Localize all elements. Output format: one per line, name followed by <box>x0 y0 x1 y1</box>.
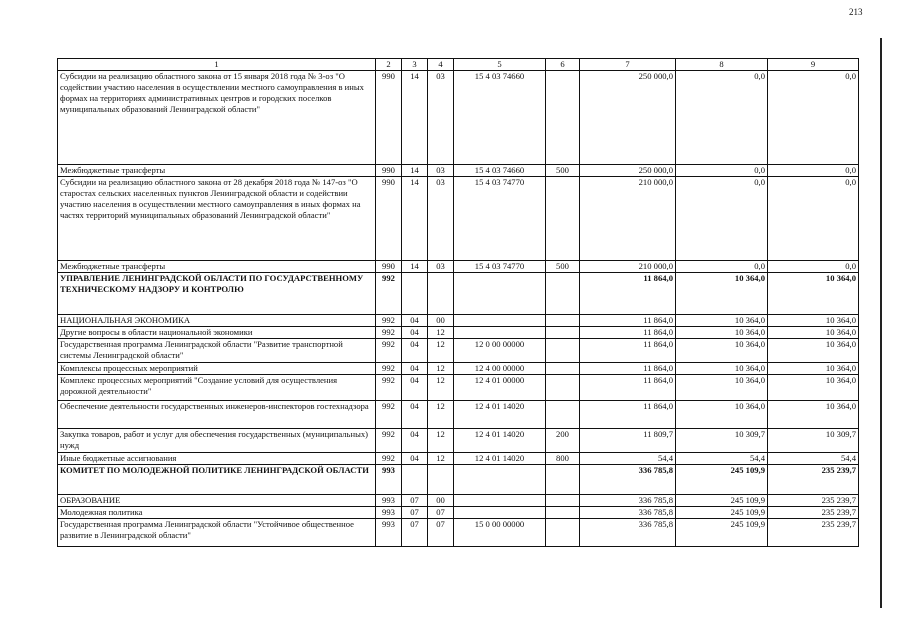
amount-year-3-cell: 10 364,0 <box>768 401 859 429</box>
amount-year-3-cell: 235 239,7 <box>768 507 859 519</box>
section-code-cell: 14 <box>402 71 428 165</box>
section-code-cell: 04 <box>402 339 428 363</box>
amount-year-1-cell: 11 864,0 <box>580 363 676 375</box>
item-name-cell: Субсидии на реализацию областного закона от 15 января 2018 года № 3-оз "О содействии участию населения в осуществлении местного самоуправления в иных формах на территориях административных центров и городских поселков муниципальных образований Ленинградской области" <box>58 71 376 165</box>
target-article-cell: 15 4 03 74660 <box>454 165 546 177</box>
expense-type-cell: 500 <box>546 261 580 273</box>
grbs-code-cell: 992 <box>376 401 402 429</box>
amount-year-2-cell: 10 364,0 <box>676 375 768 401</box>
subsection-code-cell: 03 <box>428 261 454 273</box>
section-code-cell: 14 <box>402 177 428 261</box>
table-row <box>58 375 859 401</box>
section-code-cell: 04 <box>402 429 428 453</box>
section-code-cell: 14 <box>402 261 428 273</box>
target-article-cell: 15 4 03 74770 <box>454 261 546 273</box>
table-row <box>58 177 859 261</box>
amount-year-3-cell: 10 364,0 <box>768 273 859 315</box>
expense-type-cell: 200 <box>546 429 580 453</box>
amount-year-2-cell: 10 364,0 <box>676 315 768 327</box>
table-body <box>58 71 859 547</box>
amount-year-3-cell: 235 239,7 <box>768 465 859 495</box>
subsection-code-cell: 03 <box>428 165 454 177</box>
amount-year-1-cell: 11 864,0 <box>580 327 676 339</box>
amount-year-3-cell: 0,0 <box>768 261 859 273</box>
subsection-code-cell: 12 <box>428 375 454 401</box>
grbs-code-cell: 992 <box>376 273 402 315</box>
grbs-code-cell: 992 <box>376 375 402 401</box>
subsection-code-cell: 07 <box>428 507 454 519</box>
amount-year-2-cell: 0,0 <box>676 71 768 165</box>
amount-year-1-cell: 336 785,8 <box>580 465 676 495</box>
amount-year-1-cell: 250 000,0 <box>580 71 676 165</box>
table-row <box>58 339 859 363</box>
subsection-code-cell: 12 <box>428 339 454 363</box>
subsection-code-cell <box>428 273 454 315</box>
amount-year-3-cell: 10 309,7 <box>768 429 859 453</box>
amount-year-2-cell: 10 364,0 <box>676 339 768 363</box>
item-name-cell: ОБРАЗОВАНИЕ <box>58 495 376 507</box>
item-name-cell: Комплексы процессных мероприятий <box>58 363 376 375</box>
item-name-cell: Государственная программа Ленинградской области "Развитие транспортной системы Ленинградской области" <box>58 339 376 363</box>
expense-type-cell <box>546 273 580 315</box>
section-code-cell: 07 <box>402 507 428 519</box>
amount-year-1-cell: 11 864,0 <box>580 273 676 315</box>
grbs-code-cell: 992 <box>376 363 402 375</box>
subsection-code-cell: 12 <box>428 401 454 429</box>
item-name-cell: Обеспечение деятельности государственных инженеров-инспекторов гостехнадзора <box>58 401 376 429</box>
grbs-code-cell: 993 <box>376 465 402 495</box>
header-cell: 6 <box>546 59 580 71</box>
target-article-cell: 15 4 03 74770 <box>454 177 546 261</box>
table-row <box>58 273 859 315</box>
subsection-code-cell: 03 <box>428 177 454 261</box>
target-article-cell: 12 4 01 14020 <box>454 453 546 465</box>
grbs-code-cell: 990 <box>376 165 402 177</box>
expense-type-cell <box>546 315 580 327</box>
section-code-cell <box>402 465 428 495</box>
table-row <box>58 71 859 165</box>
item-name-cell: Субсидии на реализацию областного закона от 28 декабря 2018 года № 147-оз "О старостах сельских населенных пунктов Ленинградской области и содействии участию населения в осуществлении местного самоуправления в иных формах на частях территорий муниципальных образований Ленинградской области" <box>58 177 376 261</box>
scan-edge-line <box>880 38 882 608</box>
expense-type-cell <box>546 465 580 495</box>
amount-year-3-cell: 10 364,0 <box>768 327 859 339</box>
table-row <box>58 453 859 465</box>
expense-type-cell <box>546 327 580 339</box>
table-row <box>58 465 859 495</box>
expense-type-cell <box>546 519 580 547</box>
section-code-cell: 04 <box>402 363 428 375</box>
grbs-code-cell: 992 <box>376 327 402 339</box>
grbs-code-cell: 990 <box>376 177 402 261</box>
target-article-cell <box>454 465 546 495</box>
amount-year-3-cell: 0,0 <box>768 177 859 261</box>
expense-type-cell <box>546 495 580 507</box>
header-cell: 8 <box>676 59 768 71</box>
subsection-code-cell: 00 <box>428 315 454 327</box>
grbs-code-cell: 992 <box>376 339 402 363</box>
item-name-cell: Другие вопросы в области национальной экономики <box>58 327 376 339</box>
grbs-code-cell: 993 <box>376 507 402 519</box>
header-cell: 5 <box>454 59 546 71</box>
grbs-code-cell: 993 <box>376 519 402 547</box>
item-name-cell: Государственная программа Ленинградской области "Устойчивое общественное развитие в Ленинградской области" <box>58 519 376 547</box>
target-article-cell: 12 4 01 14020 <box>454 401 546 429</box>
target-article-cell: 15 4 03 74660 <box>454 71 546 165</box>
item-name-cell: УПРАВЛЕНИЕ ЛЕНИНГРАДСКОЙ ОБЛАСТИ ПО ГОСУДАРСТВЕННОМУ ТЕХНИЧЕСКОМУ НАДЗОРУ И КОНТРОЛЮ <box>58 273 376 315</box>
target-article-cell: 12 4 00 00000 <box>454 363 546 375</box>
subsection-code-cell: 12 <box>428 327 454 339</box>
item-name-cell: Закупка товаров, работ и услуг для обеспечения государственных (муниципальных) нужд <box>58 429 376 453</box>
table-row <box>58 261 859 273</box>
grbs-code-cell: 992 <box>376 315 402 327</box>
target-article-cell: 12 4 01 14020 <box>454 429 546 453</box>
amount-year-2-cell: 10 364,0 <box>676 327 768 339</box>
amount-year-1-cell: 210 000,0 <box>580 177 676 261</box>
amount-year-3-cell: 10 364,0 <box>768 339 859 363</box>
target-article-cell: 12 4 01 00000 <box>454 375 546 401</box>
subsection-code-cell: 12 <box>428 429 454 453</box>
amount-year-3-cell: 235 239,7 <box>768 519 859 547</box>
amount-year-1-cell: 11 864,0 <box>580 339 676 363</box>
amount-year-2-cell: 10 309,7 <box>676 429 768 453</box>
table-row <box>58 507 859 519</box>
target-article-cell: 12 0 00 00000 <box>454 339 546 363</box>
section-code-cell: 07 <box>402 519 428 547</box>
item-name-cell: Комплекс процессных мероприятий "Создание условий для осуществления дорожной деятельности" <box>58 375 376 401</box>
grbs-code-cell: 992 <box>376 453 402 465</box>
amount-year-3-cell: 10 364,0 <box>768 363 859 375</box>
section-code-cell: 04 <box>402 315 428 327</box>
expense-type-cell <box>546 375 580 401</box>
expense-type-cell <box>546 71 580 165</box>
amount-year-1-cell: 336 785,8 <box>580 507 676 519</box>
amount-year-2-cell: 245 109,9 <box>676 495 768 507</box>
target-article-cell <box>454 273 546 315</box>
target-article-cell <box>454 507 546 519</box>
expense-type-cell <box>546 401 580 429</box>
item-name-cell: НАЦИОНАЛЬНАЯ ЭКОНОМИКА <box>58 315 376 327</box>
amount-year-2-cell: 245 109,9 <box>676 507 768 519</box>
amount-year-2-cell: 0,0 <box>676 165 768 177</box>
amount-year-2-cell: 10 364,0 <box>676 363 768 375</box>
target-article-cell: 15 0 00 00000 <box>454 519 546 547</box>
section-code-cell: 07 <box>402 495 428 507</box>
amount-year-1-cell: 11 864,0 <box>580 375 676 401</box>
subsection-code-cell: 00 <box>428 495 454 507</box>
amount-year-1-cell: 11 864,0 <box>580 315 676 327</box>
amount-year-3-cell: 0,0 <box>768 71 859 165</box>
grbs-code-cell: 993 <box>376 495 402 507</box>
grbs-code-cell: 990 <box>376 261 402 273</box>
expense-type-cell <box>546 507 580 519</box>
amount-year-2-cell: 10 364,0 <box>676 401 768 429</box>
table-row <box>58 495 859 507</box>
header-cell: 4 <box>428 59 454 71</box>
amount-year-3-cell: 54,4 <box>768 453 859 465</box>
subsection-code-cell: 12 <box>428 363 454 375</box>
section-code-cell: 14 <box>402 165 428 177</box>
section-code-cell <box>402 273 428 315</box>
subsection-code-cell <box>428 465 454 495</box>
expense-type-cell <box>546 339 580 363</box>
header-cell: 1 <box>58 59 376 71</box>
section-code-cell: 04 <box>402 401 428 429</box>
amount-year-1-cell: 11 809,7 <box>580 429 676 453</box>
amount-year-2-cell: 54,4 <box>676 453 768 465</box>
header-cell: 2 <box>376 59 402 71</box>
item-name-cell: Иные бюджетные ассигнования <box>58 453 376 465</box>
amount-year-3-cell: 0,0 <box>768 165 859 177</box>
amount-year-1-cell: 336 785,8 <box>580 495 676 507</box>
header-cell: 9 <box>768 59 859 71</box>
item-name-cell: Молодежная политика <box>58 507 376 519</box>
amount-year-2-cell: 10 364,0 <box>676 273 768 315</box>
amount-year-2-cell: 0,0 <box>676 261 768 273</box>
table-row <box>58 519 859 547</box>
section-code-cell: 04 <box>402 375 428 401</box>
grbs-code-cell: 992 <box>376 429 402 453</box>
page-number: 213 <box>849 7 863 17</box>
target-article-cell <box>454 315 546 327</box>
item-name-cell: Межбюджетные трансферты <box>58 261 376 273</box>
table-row <box>58 363 859 375</box>
amount-year-3-cell: 10 364,0 <box>768 375 859 401</box>
grbs-code-cell: 990 <box>376 71 402 165</box>
table-row <box>58 165 859 177</box>
expense-type-cell: 500 <box>546 165 580 177</box>
header-cell: 3 <box>402 59 428 71</box>
amount-year-1-cell: 11 864,0 <box>580 401 676 429</box>
amount-year-1-cell: 210 000,0 <box>580 261 676 273</box>
table-row <box>58 315 859 327</box>
item-name-cell: КОМИТЕТ ПО МОЛОДЕЖНОЙ ПОЛИТИКЕ ЛЕНИНГРАДСКОЙ ОБЛАСТИ <box>58 465 376 495</box>
header-cell: 7 <box>580 59 676 71</box>
amount-year-3-cell: 235 239,7 <box>768 495 859 507</box>
target-article-cell <box>454 495 546 507</box>
amount-year-3-cell: 10 364,0 <box>768 315 859 327</box>
budget-table <box>57 58 859 547</box>
subsection-code-cell: 03 <box>428 71 454 165</box>
item-name-cell: Межбюджетные трансферты <box>58 165 376 177</box>
table-row <box>58 401 859 429</box>
table-row <box>58 327 859 339</box>
table-row <box>58 429 859 453</box>
amount-year-1-cell: 54,4 <box>580 453 676 465</box>
amount-year-2-cell: 245 109,9 <box>676 519 768 547</box>
amount-year-2-cell: 0,0 <box>676 177 768 261</box>
amount-year-1-cell: 250 000,0 <box>580 165 676 177</box>
subsection-code-cell: 07 <box>428 519 454 547</box>
target-article-cell <box>454 327 546 339</box>
expense-type-cell: 800 <box>546 453 580 465</box>
section-code-cell: 04 <box>402 453 428 465</box>
expense-type-cell <box>546 177 580 261</box>
amount-year-1-cell: 336 785,8 <box>580 519 676 547</box>
table-header-row <box>58 59 859 71</box>
expense-type-cell <box>546 363 580 375</box>
subsection-code-cell: 12 <box>428 453 454 465</box>
section-code-cell: 04 <box>402 327 428 339</box>
amount-year-2-cell: 245 109,9 <box>676 465 768 495</box>
